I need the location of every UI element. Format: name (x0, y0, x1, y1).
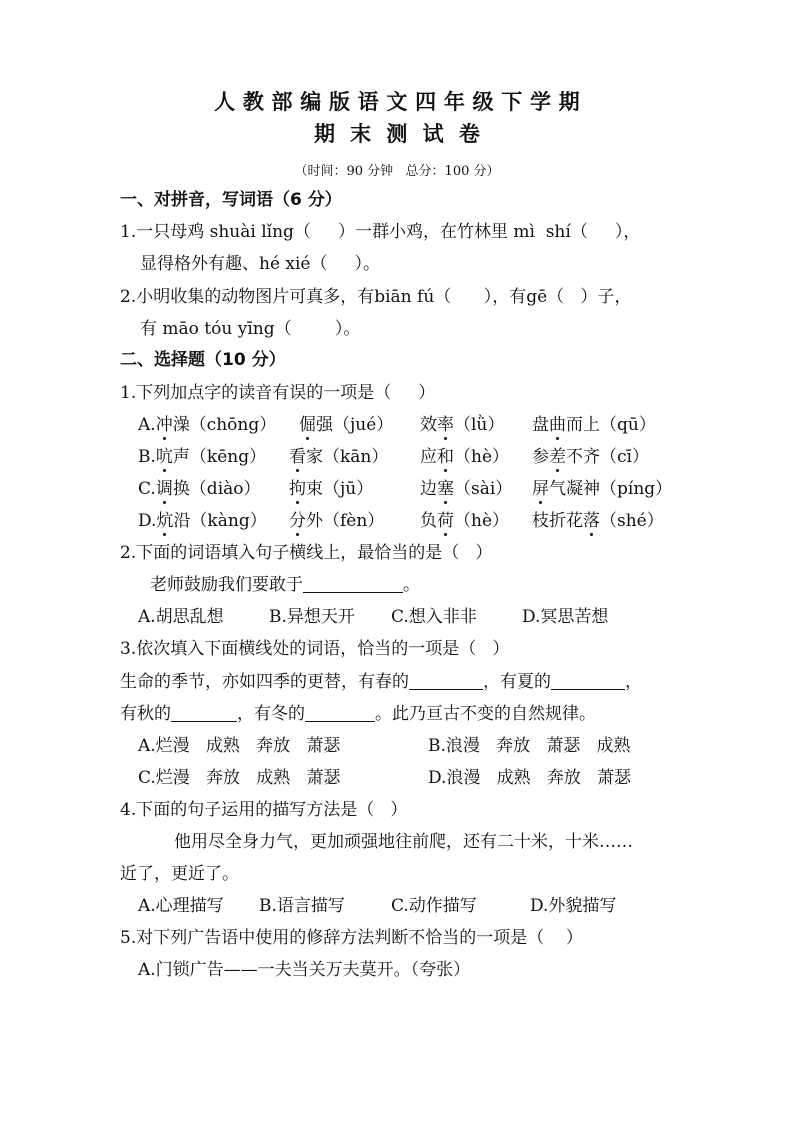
s1-q2-line2: 有 māo tóu yīng（ ）。 (140, 319, 361, 339)
s2-q1-opt-d3: 负荷（hè） (420, 511, 510, 531)
s2-q5-stem: 5.对下列广告语中使用的修辞方法判断不恰当的一项是（ ） (120, 928, 583, 948)
s2-q1-opt-a3: 效率（lǜ） (420, 415, 505, 435)
s2-q1-opt-d4: 枝折花落（shé） (532, 511, 664, 531)
s2-q1-opt-b1: B.吭声（kēng） (138, 447, 267, 467)
s2-q2-opt-d: D.冥思苦想 (522, 607, 609, 627)
s2-q1-opt-b2: 看家（kān） (289, 447, 389, 467)
section2-heading: 二、选择题（10 分） (120, 350, 286, 370)
s2-q1-stem: 1.下列加点字的读音有误的一项是（ ） (120, 383, 436, 403)
section1-heading: 一、对拼音，写词语（6 分） (120, 190, 342, 210)
fill-blank (305, 703, 375, 722)
s2-q4-text2: 近了，更近了。 (120, 864, 239, 884)
s2-q4-opt-c: C.动作描写 (391, 896, 477, 916)
s2-q1-opt-b4: 参差不齐（cī） (532, 447, 649, 467)
s2-q3-text2: 有秋的 ，有冬的 。此乃亘古不变的自然规律。 (120, 704, 596, 724)
s2-q1-opt-c4: 屏气凝神（píng） (532, 479, 673, 499)
exam-title-line2: 期 末 测 试 卷 (313, 122, 481, 146)
s2-q3-opt-b: B.浪漫 奔放 萧瑟 成熟 (428, 736, 631, 756)
s2-q1-opt-d1: D.炕沿（kàng） (138, 511, 267, 531)
s2-q2-opt-c: C.想入非非 (391, 607, 477, 627)
exam-info: （时间：90 分钟 总分：100 分） (294, 164, 500, 179)
exam-title-line1: 人 教 部 编 版 语 文 四 年 级 下 学 期 (214, 90, 580, 114)
s1-q1-line1: 1.一只母鸡 shuài lǐng（ ）一群小鸡，在竹林里 mì shí（ ）， (120, 222, 641, 242)
s2-q2-sentence: 老师鼓励我们要敢于 。 (150, 575, 420, 595)
s2-q5-opt-a: A.门锁广告——一夫当关万夫莫开。（夸张） (138, 960, 471, 980)
s2-q4-stem: 4.下面的句子运用的描写方法是（ ） (120, 800, 408, 820)
s2-q1-opt-a1: A.冲澡（chōng） (138, 415, 277, 435)
s2-q3-opt-a: A.烂漫 成熟 奔放 萧瑟 (138, 736, 341, 756)
s2-q1-opt-a4: 盘曲而上（qū） (532, 415, 656, 435)
s2-q3-opt-d: D.浪漫 成熟 奔放 萧瑟 (428, 768, 632, 788)
s2-q4-text1: 他用尽全身力气，更加顽强地往前爬，还有二十米，十米…… (174, 832, 633, 852)
s2-q1-opt-c1: C.调换（diào） (138, 479, 261, 499)
s2-q1-opt-c2: 拘束（jū） (289, 479, 374, 499)
fill-blank (409, 671, 483, 690)
s2-q1-opt-b3: 应和（hè） (420, 447, 510, 467)
s1-q2-line1: 2.小明收集的动物图片可真多，有biān fú（ ），有gē（ ）子， (120, 287, 632, 307)
s2-q3-text1: 生命的季节，亦如四季的更替，有春的 ，有夏的 ， (120, 672, 642, 692)
s2-q2-opt-b: B.异想天开 (269, 607, 355, 627)
s2-q2-opt-a: A.胡思乱想 (138, 607, 224, 627)
s1-q1-line2: 显得格外有趣、hé xié（ ）。 (140, 254, 381, 274)
s2-q3-stem: 3.依次填入下面横线处的词语，恰当的一项是（ ） (120, 639, 510, 659)
s2-q1-opt-d2: 分外（fèn） (289, 511, 385, 531)
s2-q4-opt-d: D.外貌描写 (530, 896, 617, 916)
s2-q1-opt-c3: 边塞（sài） (420, 479, 513, 499)
s2-q1-opt-a2: 倔强（jué） (299, 415, 394, 435)
s2-q3-opt-c: C.烂漫 奔放 成熟 萧瑟 (138, 768, 341, 788)
s2-q4-opt-a: A.心理描写 (138, 896, 224, 916)
fill-blank (303, 574, 403, 593)
s2-q2-stem: 2.下面的词语填入句子横线上，最恰当的是（ ） (120, 543, 493, 563)
fill-blank (551, 671, 625, 690)
fill-blank (171, 703, 237, 722)
s2-q4-opt-b: B.语言描写 (259, 896, 345, 916)
